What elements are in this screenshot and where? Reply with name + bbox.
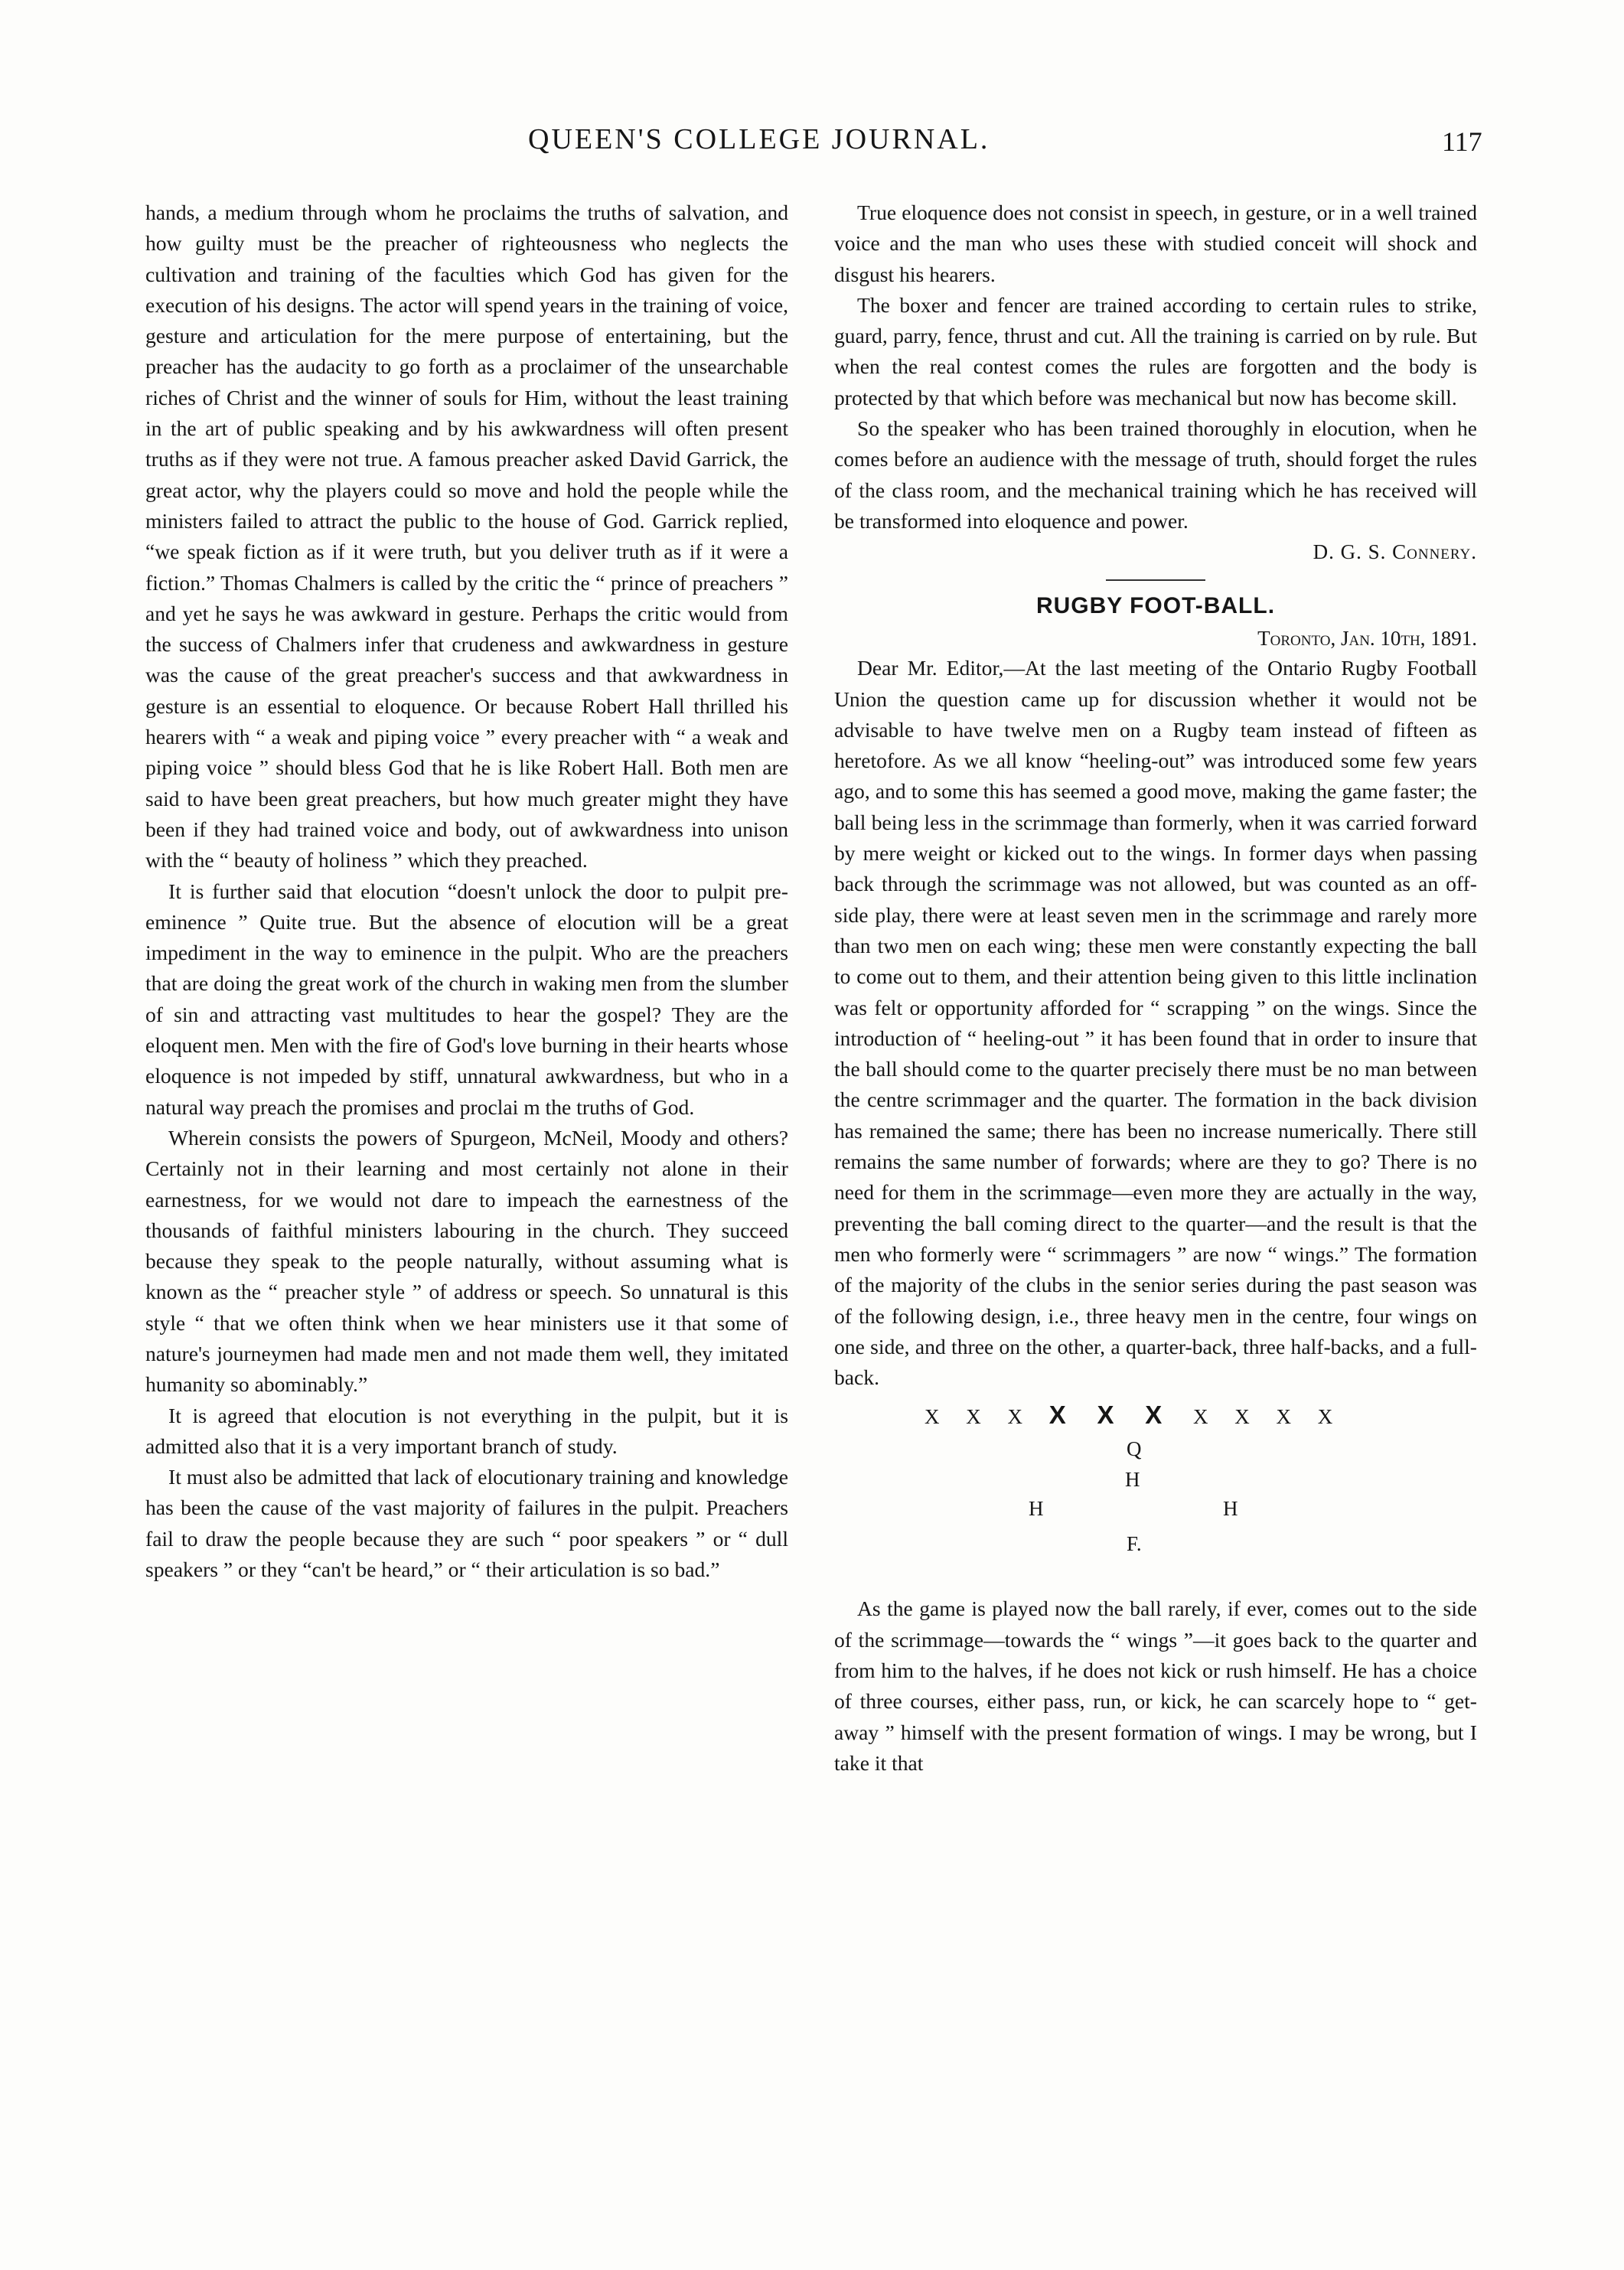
article-title: RUGBY FOOT-BALL. <box>1035 593 1276 619</box>
paragraph: As the game is played now the ball rarely, if ever, comes out to the side of the scrimmage—towards the “ wings ”—it goes back to the quarter and from him to the halves, if he does not kick or rush himself. He has a choice of three courses, either pass, run, or kick, he can scarcely hope to “ get-away ” himself with the present formation of wings. I may be wrong, but I take it that <box>834 1597 1477 1775</box>
wing-marker: X <box>966 1405 981 1429</box>
right-column <box>834 197 1477 1779</box>
wing-marker: X <box>1234 1405 1250 1429</box>
team-formation-diagram <box>834 1401 1477 1584</box>
page-header <box>0 122 1624 168</box>
paragraph: It is agreed that elocution is not everything in the pulpit, but it is admitted also that it is a very important branch of study. <box>145 1403 788 1458</box>
dateline <box>834 624 1477 653</box>
half-back-marker: H <box>1125 1468 1140 1492</box>
centre-marker: X <box>1097 1401 1114 1430</box>
paragraph: Wherein consists the powers of Spurgeon, McNeil, Moody and others? Certainly not in their learning and most certainly not alone in their earnestness, for we would not dare to impeach the earnestness of the thousands of faithful ministers labouring in the church. They succeed because they speak to the people naturally, without assuming what is known as the “ preacher style ” of address or speech. So unnatural is this style “ that we often think when we hear ministers use it that some of nature's journeymen had made men and not made them well, they imitated humanity so abominably.” <box>145 1125 788 1397</box>
half-back-marker: H <box>1223 1497 1238 1521</box>
journal-title: QUEEN'S COLLEGE JOURNAL. <box>528 123 990 155</box>
paragraph: hands, a medium through whom he proclaims the truths of salvation, and how guilty must be the preacher of righteousness who neglects the cultivation and training of the faculties which God has given for the execution of his designs. The actor will spend years in the training of voice, gesture and articulation for the mere purpose of entertaining, but the preacher has the audacity to go forth as a proclaimer of the unsearchable riches of Christ and the winner of souls for Him, without the least training in the art of public speaking and by his awkwardness will often present truths as if they were not true. A famous preacher asked David Garrick, the great actor, why the players could so move and hold the people while the ministers failed to attract the public to the house of God. Garrick replied, “we speak fiction as if it were truth, but you deliver truth as if it were a fiction.” Thomas Chalmers is called by the critic the “ prince of preachers ” and yet he says he was awkward in gesture. Perhaps the critic would from the success of Chalmers infer that crudeness and awkwardness in gesture was the cause of the great preacher's success and that awkwardness in gesture is an essential to eloquence. Or because Robert Hall thrilled his hearers with “ a weak and piping voice ” every preacher with “ a weak and piping voice ” should bless God that he is like Robert Hall. Both men are said to have been great preachers, but how much greater might they have been if they had trained voice and body, out of awkwardness into unison with the “ beauty of holiness ” which they preached. <box>145 201 788 872</box>
quarter-back-marker: Q <box>1127 1437 1142 1461</box>
left-column <box>145 197 788 1585</box>
author-signature <box>834 537 1477 567</box>
wing-marker: X <box>1007 1405 1022 1429</box>
half-back-marker: H <box>1029 1497 1044 1521</box>
paragraph: True eloquence does not consist in speech, in gesture, or in a well trained voice and the man who uses these with studied conceit will shock and disgust his hearers. <box>834 201 1477 286</box>
full-back-marker: F. <box>1127 1532 1142 1556</box>
paragraph: The boxer and fencer are trained according to certain rules to strike, guard, parry, fence, thrust and cut. All the training is carried on by rule. But when the real contest comes the rules are forgotten and the body is protected by that which before was mechanical but now has become skill. <box>834 292 1477 409</box>
paragraph: It is further said that elocution “doesn't unlock the door to pulpit pre-eminence ” Quite true. But the absence of elocution will be a great impediment in the way to eminence in the pulpit. Who are the preachers that are doing the great work of the church in waking men from the slumber of sin and attracting vast multitudes to hear the gospel? They are the eloquent men. Men with the fire of God's love burning in their hearts whose eloquence is not impeded by stiff, unnatural awkwardness, but who in a natural way preach the promises and proclai m the truths of God. <box>145 879 788 1119</box>
wing-marker: X <box>1276 1405 1292 1429</box>
divider-rule <box>1106 579 1205 581</box>
centre-marker: X <box>1145 1401 1163 1430</box>
paragraph: So the speaker who has been trained thoroughly in elocution, when he comes before an audience with the message of truth, should forget the rules of the class room, and the mechanical training which he has received will be transformed into eloquence and power. <box>834 416 1477 533</box>
dateline-text: Toronto, Jan. 10th, 1891. <box>1257 627 1477 651</box>
forward-line <box>925 1401 1354 1430</box>
paragraph: Dear Mr. Editor,—At the last meeting of the Ontario Rugby Football Union the question came up for discussion whether it would not be advisable to have twelve men on a Rugby team instead of fifteen as heretofore. As we all know “heeling-out” was introduced some few years ago, and to some this has seemed a good move, making the game faster; the ball being less in the scrimmage than formerly, when it was carried forward by mere weight or kicked out to the wings. In former days when passing back through the scrimmage was not allowed, but was counted as an off-side play, there were at least seven men in the scrimmage and rarely more than two men on each wing; these men were constantly expecting the ball to come out to them, and their attention being given to this little inclination was felt or opportunity afforded for “ scrapping ” on the wings. Since the introduction of “ heeling-out ” it has been found that in order to insure that the ball should come to the quarter precisely there must be no man between the centre scrimmager and the quarter. The formation in the back division has remained the same; there has been no increase numerically. There still remains the same number of forwards; where are they to go? There is no need for them in the scrimmage—even more they are actually in the way, preventing the ball coming direct to the quarter—and the result is that the men who formerly were “ scrimmagers ” are now “ wings.” The formation of the majority of the clubs in the senior series during the past season was of the following design, i.e., three heavy men in the centre, four wings on one side, and three on the other, a quarter-back, three half-backs, and a full-back. <box>834 656 1477 1390</box>
wing-marker: X <box>925 1405 940 1429</box>
centre-marker: X <box>1048 1401 1066 1430</box>
wing-marker: X <box>1193 1405 1208 1429</box>
wing-marker: X <box>1317 1405 1333 1429</box>
page-number: 117 <box>1442 126 1482 157</box>
signature-text: D. G. S. Connery. <box>1313 540 1477 564</box>
paragraph: It must also be admitted that lack of elocutionary training and knowledge has been the cause of the vast majority of failures in the pulpit. Preachers fail to draw the people because they are such “ poor speakers ” or “ dull speakers ” or they “can't be heard,” or “ their articulation is so bad.” <box>145 1465 788 1582</box>
